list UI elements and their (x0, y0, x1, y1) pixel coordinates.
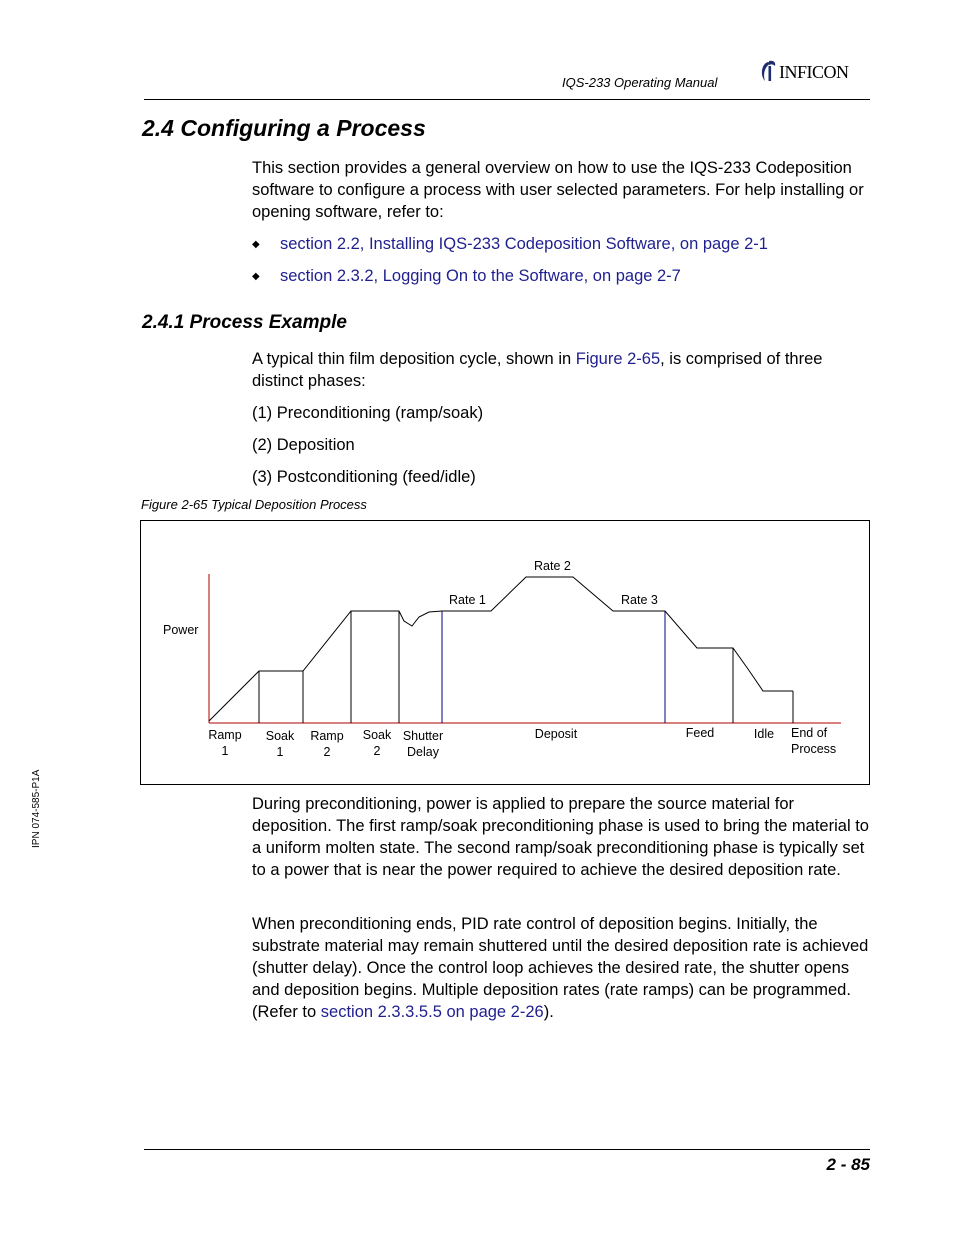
figure-link[interactable]: Figure 2-65 (575, 350, 661, 368)
xref-link-rate-ramps[interactable]: section 2.3.3.5.5 on page 2-26 (320, 1003, 544, 1021)
preconditioning-paragraph: During preconditioning, power is applied to prepare the source material for deposition. The first ramp/soak preconditioning phase is used to bring the material to a uniform molten state. The second ramp/soak preconditioning phase is typically set to a power that is near the power required to achieve the desired deposition rate. (252, 795, 869, 879)
phase-label-ramp1-num: 1 (221, 744, 229, 758)
footer-rule (144, 1149, 870, 1150)
phase-label-shutter: Shutter (402, 729, 444, 743)
phase-label-ramp1: Ramp (208, 728, 242, 742)
phase-label-delay: Delay (407, 745, 439, 759)
section-heading: 2.4 Configuring a Process (142, 115, 426, 141)
phase-item-3: (3) Postconditioning (feed/idle) (252, 468, 476, 486)
phase-label-ramp2-num: 2 (323, 745, 331, 759)
phase-label-ramp2: Ramp (310, 729, 344, 743)
subsection-heading: 2.4.1 Process Example (142, 312, 347, 333)
phase-label-end-of: End of (791, 726, 828, 740)
phase-label-soak1-num: 1 (276, 745, 284, 759)
figure-frame (140, 520, 870, 785)
phase-item-1: (1) Preconditioning (ramp/soak) (252, 404, 484, 422)
deposition-paragraph: When preconditioning ends, PID rate control of deposition begins. Initially, the substrate material may remain shuttered until the desired deposition rate is achieved (shutter delay). Once the control loop achieves the desired rate, the shutter opens and deposition begins. Multiple deposition rates (rate ramps) can be programmed. (Refer to section 2.3.3.5.5 on page 2-26). (252, 915, 869, 1021)
xref-link-logon[interactable]: section 2.3.2, Logging On to the Software, on page 2-7 (280, 267, 681, 285)
rate-label-1: Rate 1 (449, 593, 486, 607)
subsection-intro: A typical thin film deposition cycle, shown in Figure 2-65, is comprised of three distinct phases: (252, 350, 823, 390)
document-code: IPN 074-585-P1A (31, 769, 42, 848)
inficon-logo (759, 58, 873, 84)
phase-label-deposit: Deposit (534, 727, 578, 741)
bullet-item-2[interactable] (252, 265, 681, 288)
diamond-bullet-icon: ◆ (252, 239, 260, 250)
y-axis-label: Power (163, 623, 199, 637)
phase-label-soak1: Soak (265, 729, 295, 743)
phase-label-idle: Idle (753, 727, 775, 741)
header-rule (144, 99, 870, 100)
bullet-item-1[interactable] (252, 233, 768, 256)
phase-dividers (259, 611, 793, 723)
phase-label-soak2-num: 2 (373, 744, 381, 758)
xref-link-install[interactable]: section 2.2, Installing IQS-233 Codeposition Software, on page 2-1 (280, 235, 768, 253)
phase-label-soak2: Soak (362, 728, 392, 742)
power-profile-line (209, 577, 793, 721)
figure-caption: Figure 2-65 Typical Deposition Process (141, 497, 367, 512)
manual-title: IQS-233 Operating Manual (562, 75, 718, 90)
phase-label-feed: Feed (685, 726, 715, 740)
rate-label-2: Rate 2 (534, 559, 571, 573)
section-intro: This section provides a general overview on how to use the IQS-233 Codeposition software to configure a process with user selected parameters. For help installing or opening software, refer to: (252, 159, 864, 221)
diamond-bullet-icon: ◆ (252, 271, 260, 282)
page-number: 2 - 85 (826, 1155, 870, 1174)
phase-item-2: (2) Deposition (252, 436, 355, 454)
phase-label-process: Process (791, 742, 837, 756)
rate-label-3: Rate 3 (621, 593, 658, 607)
deposition-process-diagram (141, 521, 869, 784)
brand-wordmark: INFICON (779, 62, 849, 82)
rate-dividers (442, 611, 665, 723)
